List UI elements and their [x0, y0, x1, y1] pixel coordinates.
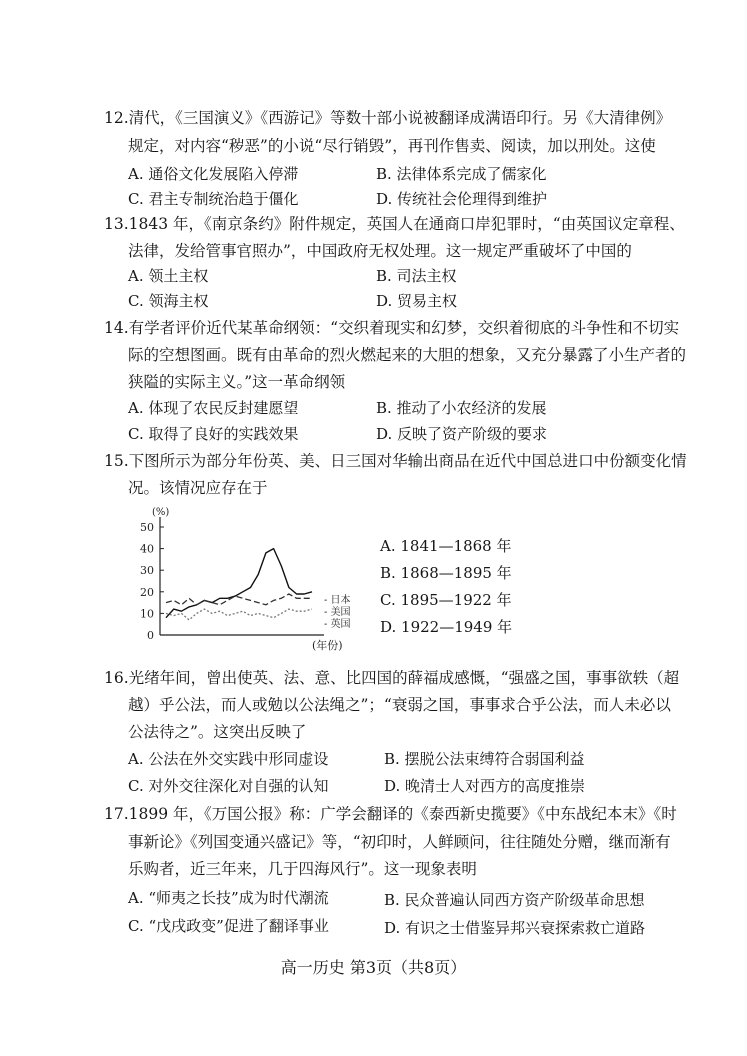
y-tick-label: 30 — [140, 564, 154, 578]
q13-option-b[interactable]: B. 司法主权 — [376, 267, 457, 285]
x-axis-label: (年份) — [312, 639, 343, 652]
y-tick-label: 10 — [140, 607, 154, 621]
q12-stem-line-2: 规定，对内容“秽恶”的小说“尽行销毁”，再刊作售卖、阅读，加以刑处。这使 — [128, 137, 656, 155]
q12-option-c[interactable]: C. 君主专制统治趋于僵化 — [128, 190, 299, 208]
q16-number: 16. — [104, 669, 129, 687]
q12-stem-line-1: 12.清代，《三国演义》《西游记》等数十部小说被翻译成满语印行。另《大清律例》 — [104, 109, 672, 127]
q14-option-d[interactable]: D. 反映了资产阶级的要求 — [376, 425, 548, 443]
legend-label-日本: - 日本 — [324, 595, 351, 606]
q15-number: 15. — [104, 452, 129, 470]
q13-option-c[interactable]: C. 领海主权 — [128, 292, 209, 310]
y-tick-label: 20 — [140, 585, 154, 599]
q14-option-a[interactable]: A. 体现了农民反封建愿望 — [128, 399, 299, 417]
q17-stem-line-3: 乐购者，近三年来，几于四海风行”。这一现象表明 — [128, 860, 477, 878]
q12-number: 12. — [104, 109, 129, 127]
q12-option-b[interactable]: B. 法律体系完成了儒家化 — [376, 165, 547, 183]
q17-option-a[interactable]: A. “师夷之长技”成为时代潮流 — [128, 889, 329, 907]
q12-option-d[interactable]: D. 传统社会伦理得到维护 — [376, 190, 548, 208]
q12-option-a[interactable]: A. 通俗文化发展陷入停滞 — [128, 165, 299, 183]
q14-number: 14. — [104, 319, 129, 337]
q16-stem-line-1: 16.光绪年间，曾出使英、法、意、比四国的薛福成感慨，“强盛之国，事事欲轶（超 — [104, 669, 680, 687]
series-line-英国 — [166, 609, 312, 620]
q16-stem-line-3: 公法待之”。这突出反映了 — [128, 723, 307, 741]
legend-label-英国: - 英国 — [324, 619, 351, 630]
y-tick-label: 40 — [140, 542, 154, 556]
q15-stem-line-2: 况。该情况应存在于 — [128, 479, 268, 497]
series-line-美国 — [166, 594, 312, 605]
q16-option-b[interactable]: B. 摆脱公法束缚符合弱国利益 — [384, 750, 585, 768]
q14-stem-line-1: 14.有学者评价近代某革命纲领：“交织着现实和幻梦，交织着彻底的斗争性和不切实 — [104, 319, 680, 337]
q17-option-b[interactable]: B. 民众普遍认同西方资产阶级革命思想 — [384, 891, 645, 909]
q16-option-d[interactable]: D. 晚清士人对西方的高度推崇 — [384, 777, 586, 795]
q17-stem-line-1: 17.1899 年，《万国公报》称：广学会翻译的《泰西新史揽要》《中东战纪本末》《时 — [104, 805, 677, 823]
q17-number: 17. — [104, 805, 129, 823]
q13-option-a[interactable]: A. 领土主权 — [128, 267, 209, 285]
q14-stem-line-3: 狭隘的实际主义。”这一革命纲领 — [128, 373, 346, 391]
q14-stem-line-2: 际的空想图画。既有由革命的烈火燃起来的大胆的想象，又充分暴露了小生产者的 — [128, 346, 687, 364]
q13-stem-line-2: 法律，发给管事官照办”，中国政府无权处理。这一规定严重破坏了中国的 — [128, 242, 632, 260]
q15-option-b[interactable]: B. 1868—1895 年 — [380, 564, 512, 582]
legend-label-美国: - 美国 — [324, 607, 351, 618]
q16-option-a[interactable]: A. 公法在外交实践中形同虚设 — [128, 750, 329, 768]
y-tick-label: 0 — [147, 629, 154, 642]
q17-option-c[interactable]: C. “戊戌政变”促进了翻译事业 — [128, 917, 329, 935]
q14-option-c[interactable]: C. 取得了良好的实践效果 — [128, 425, 299, 443]
q15-option-c[interactable]: C. 1895—1922 年 — [380, 591, 512, 609]
q13-option-d[interactable]: D. 贸易主权 — [376, 292, 458, 310]
q13-stem-line-1: 13.1843 年，《南京条约》附件规定，英国人在通商口岸犯罪时，“由英国议定章程、 — [104, 215, 685, 233]
q15-stem-line-1: 15.下图所示为部分年份英、美、日三国对华输出商品在近代中国总进口中份额变化情 — [104, 452, 687, 470]
q15-option-d[interactable]: D. 1922—1949 年 — [380, 618, 513, 636]
q14-option-b[interactable]: B. 推动了小农经济的发展 — [376, 399, 547, 417]
q16-option-c[interactable]: C. 对外交往深化对自强的认知 — [128, 777, 329, 795]
q16-stem-line-2: 越）乎公法，而人或勉以公法绳之”；“衰弱之国，事事求合乎公法，而人未必以 — [128, 696, 671, 714]
y-tick-label: 50 — [140, 521, 154, 534]
q17-option-d[interactable]: D. 有识之士借鉴异邦兴衰探索救亡道路 — [384, 919, 646, 937]
trade-share-line-chart — [118, 505, 358, 653]
page-footer: 高一历史 第3页（共8页） — [280, 958, 467, 977]
y-axis-label: (%) — [152, 507, 170, 518]
q15-option-a[interactable]: A. 1841—1868 年 — [380, 537, 512, 555]
series-line-日本 — [166, 549, 312, 618]
q17-stem-line-2: 事新论》《列国变通兴盛记》等，“初印时，人鲜顾问，往往随处分赠，继而渐有 — [128, 833, 671, 851]
q13-number: 13. — [104, 215, 129, 233]
